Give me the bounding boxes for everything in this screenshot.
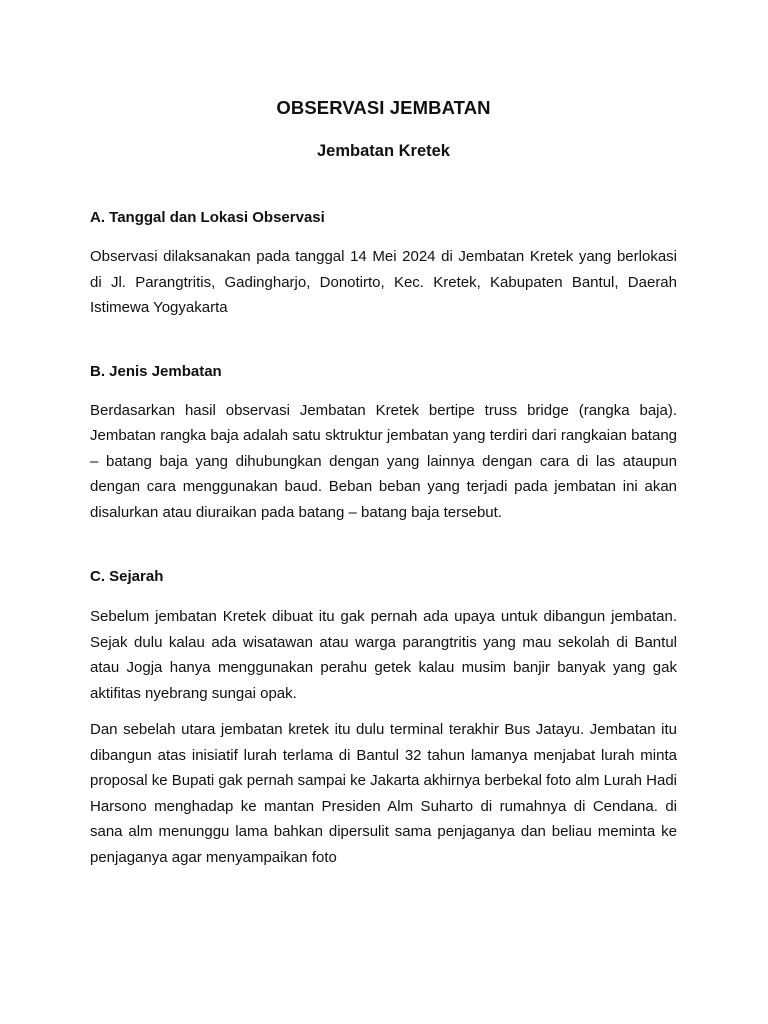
section-paragraph: Observasi dilaksanakan pada tanggal 14 Mei 2024 di Jembatan Kretek yang berlokasi di Jl. Parangtritis, Gadingharjo, Donotirto, Kec. Kretek, Kabupaten Bantul, Daerah Istimewa Yogyakarta	[90, 248, 677, 316]
section-heading: B. Jenis Jembatan	[90, 362, 222, 380]
section-bridge-type	[90, 361, 677, 526]
document-title: OBSERVASI JEMBATAN	[276, 97, 491, 118]
document-subtitle: Jembatan Kretek	[317, 142, 450, 160]
section-paragraph: Sebelum jembatan Kretek dibuat itu gak pernah ada upaya untuk dibangun jembatan. Sejak dulu kalau ada wisatawan atau warga parangtritis yang mau sekolah di Bantul atau Jogja hanya menggunakan perahu getek kalau musim banjir banyak yang gak aktifitas nyebrang sungai opak.	[90, 608, 677, 702]
section-paragraph: Berdasarkan hasil observasi Jembatan Kretek bertipe truss bridge (rangka baja). Jembatan rangka baja adalah satu sktruktur jembatan yang terdiri dari rangkaian batang – batang baja yang dihubungkan dengan yang lainnya dengan cara di las ataupun dengan cara menggunakan baud. Beban beban yang terjadi pada jembatan ini akan disalurkan atau diuraikan pada batang – batang baja tersebut.	[90, 401, 677, 521]
section-date-location	[90, 207, 677, 321]
section-paragraph: Dan sebelah utara jembatan kretek itu dulu terminal terakhir Bus Jatayu. Jembatan itu dibangun atas inisiatif lurah terlama di Bantul 32 tahun lamanya menjabat lurah minta proposal ke Bupati gak pernah sampai ke Jakarta akhirnya berbekal foto alm Lurah Hadi Harsono menghadap ke mantan Presiden Alm Suharto di rumahnya di Cendana. di sana alm menunggu lama bahkan dipersulit sama penjaganya dan beliau meminta ke penjaganya agar menyampaikan foto	[90, 721, 678, 866]
section-history	[90, 566, 677, 870]
section-heading: A. Tanggal dan Lokasi Observasi	[90, 209, 325, 226]
document-body	[90, 96, 677, 870]
section-heading: C. Sejarah	[90, 568, 164, 585]
